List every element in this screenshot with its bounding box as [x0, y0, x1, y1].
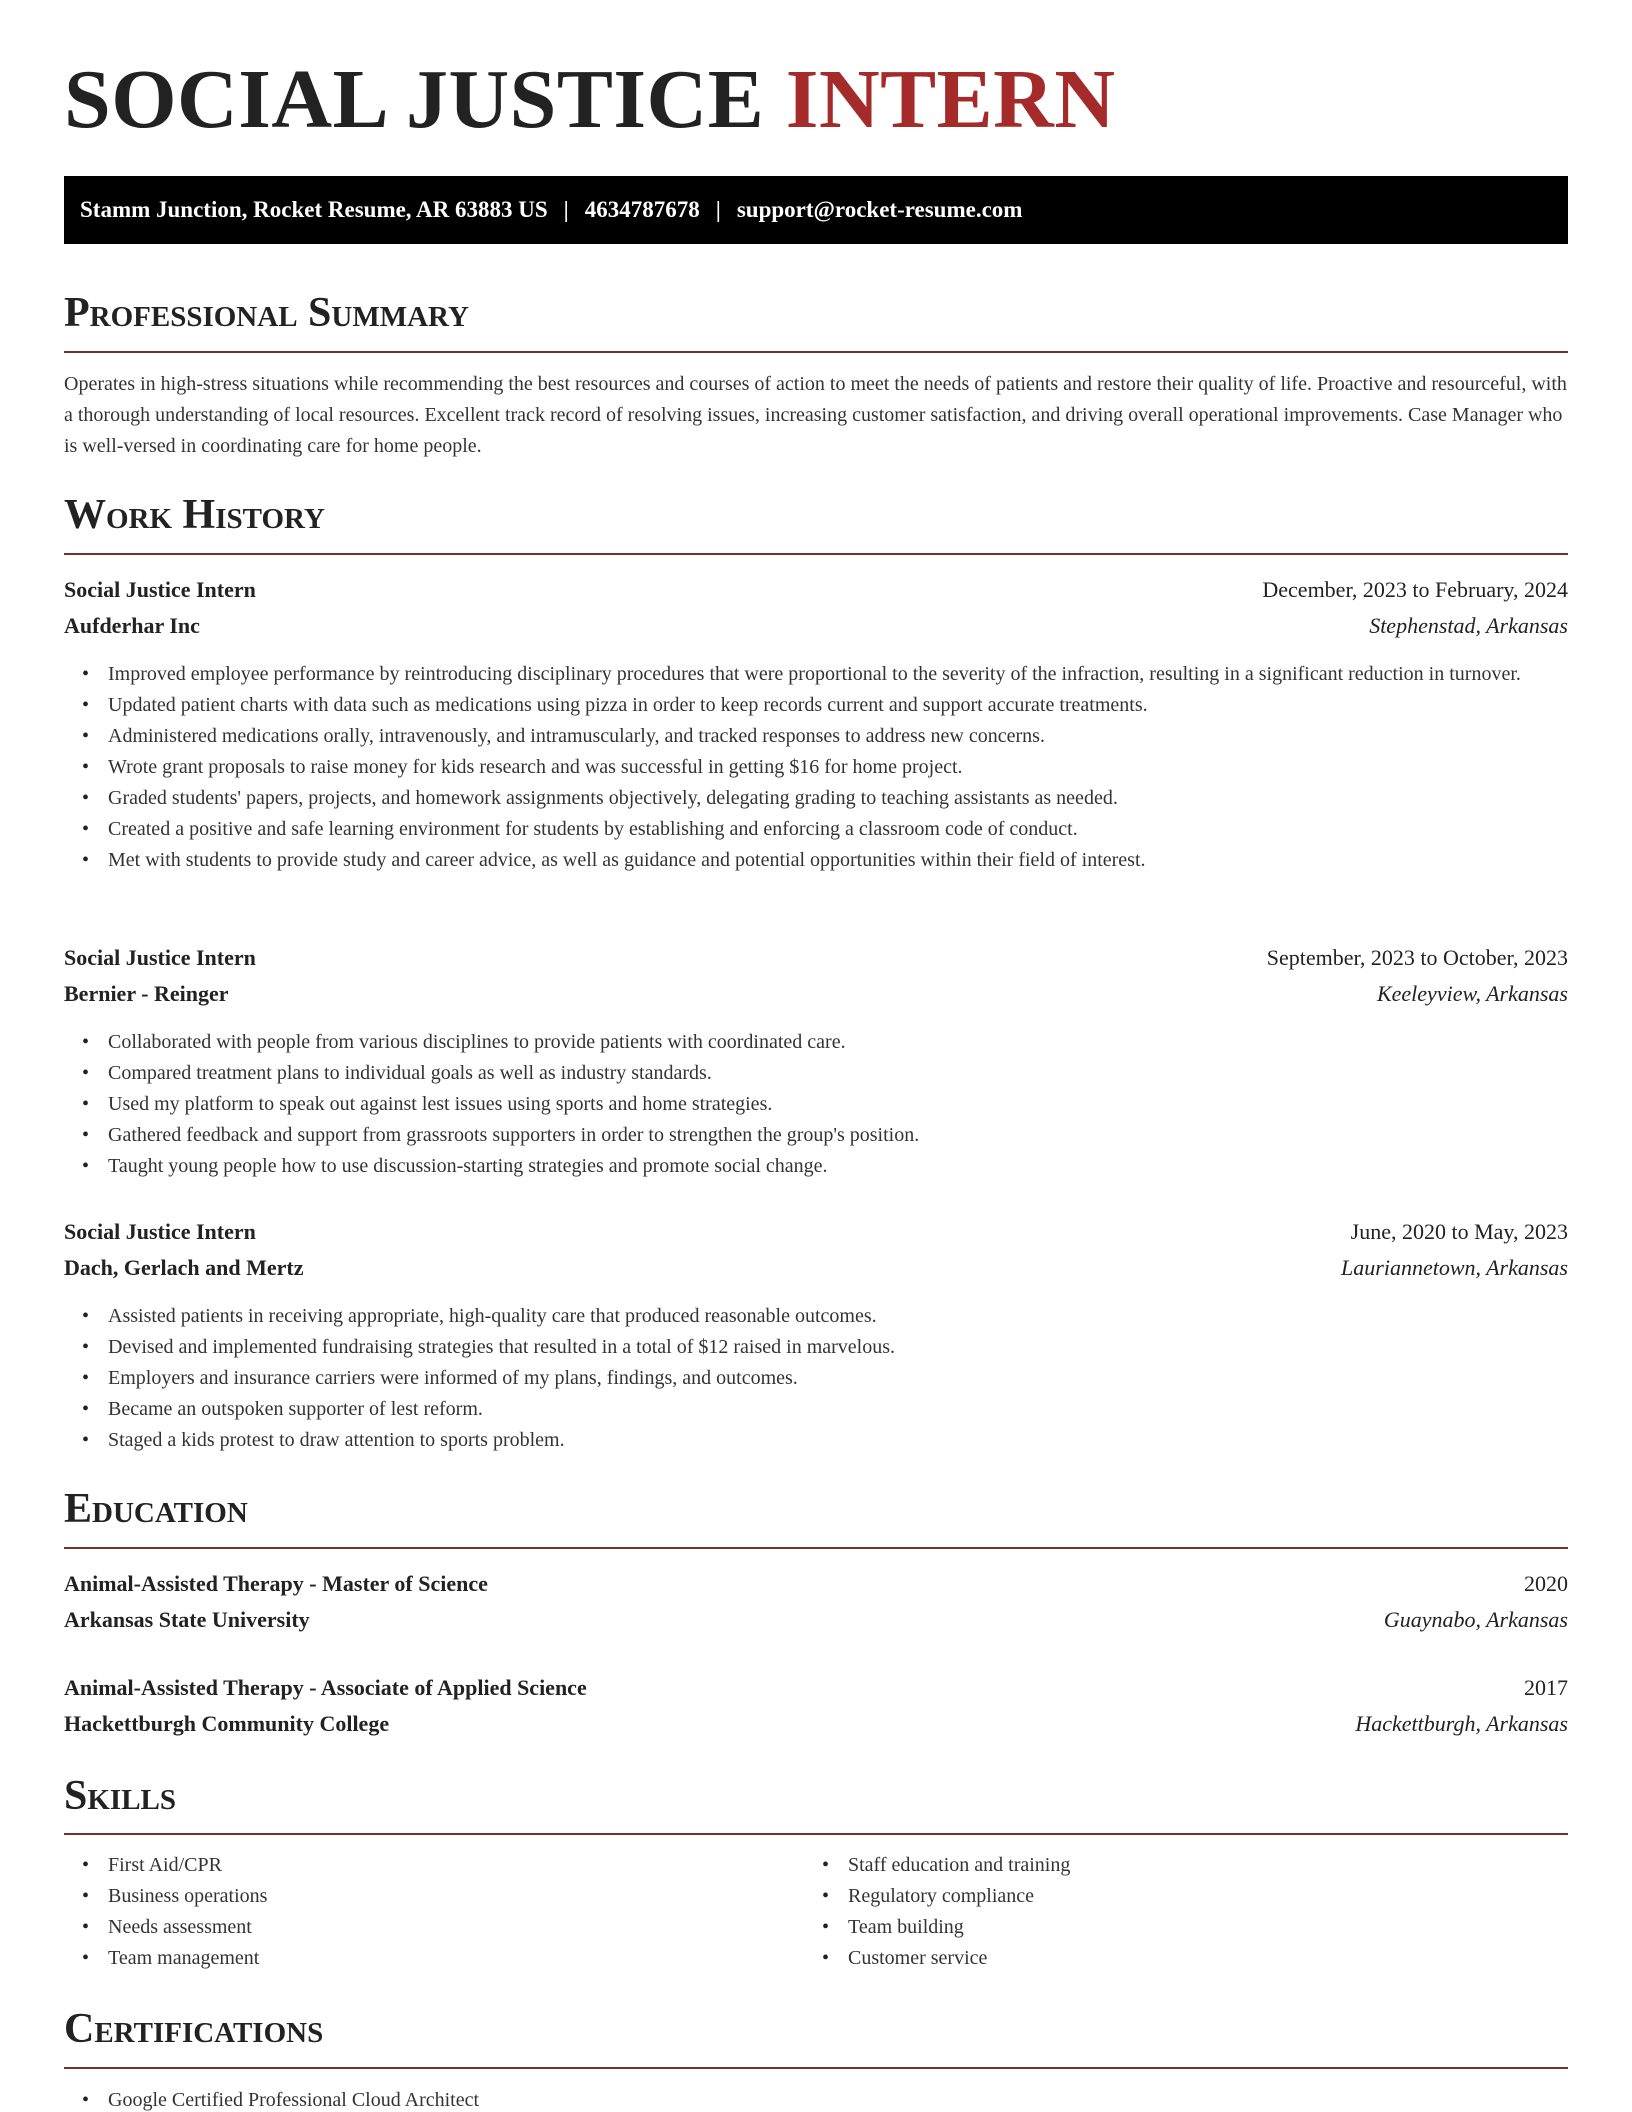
skill-item: • Customer service — [848, 1943, 1548, 1974]
section-divider — [64, 1547, 1568, 1549]
list-item: • Used my platform to speak out against lest issues using sports and home strategies. — [108, 1089, 1568, 1120]
job-bullet-list — [108, 1027, 1568, 1182]
education-school: Arkansas State University — [64, 1607, 310, 1632]
list-item: • Administered medications orally, intravenously, and intramuscularly, and tracked responses to address new concerns. — [108, 721, 1568, 752]
education-header — [64, 1670, 1568, 1706]
contact-separator: | — [563, 197, 569, 222]
education-location: Hackettburgh, Arkansas — [1355, 1711, 1568, 1736]
skill-item: • Team management — [108, 1943, 788, 1974]
name-main: SOCIAL JUSTICE — [64, 53, 765, 146]
list-item: • Met with students to provide study and career advice, as well as guidance and potential opportunities within their field of interest. — [108, 845, 1568, 876]
job-company: Bernier - Reinger — [64, 981, 229, 1006]
job-header — [64, 572, 1568, 608]
job-employer-row — [64, 976, 1568, 1012]
certification-item: • Google Certified Professional Cloud Architect — [108, 2085, 1568, 2112]
education-header — [64, 1566, 1568, 1602]
contact-email: support@rocket-resume.com — [736, 197, 1023, 222]
list-item: • Gathered feedback and support from grassroots supporters in order to strengthen the group's position. — [108, 1120, 1568, 1151]
skill-item: • Team building — [848, 1912, 1548, 1943]
job-header — [64, 940, 1568, 976]
list-item: • Wrote grant proposals to raise money for kids research and was successful in getting $16 for home project. — [108, 752, 1568, 783]
job-dates: June, 2020 to May, 2023 — [1350, 1219, 1568, 1244]
section-divider — [64, 351, 1568, 353]
list-item: • Employers and insurance carriers were informed of my plans, findings, and outcomes. — [108, 1363, 1568, 1394]
section-divider — [64, 1833, 1568, 1835]
contact-bar — [64, 176, 1568, 244]
list-item: • Improved employee performance by reintroducing disciplinary procedures that were proportional to the severity of the infraction, resulting in a significant reduction in turnover. — [108, 659, 1568, 690]
section-divider — [64, 553, 1568, 555]
list-item: • Devised and implemented fundraising strategies that resulted in a total of $12 raised in marvelous. — [108, 1332, 1568, 1363]
job-title: Social Justice Intern — [64, 577, 256, 602]
education-year: 2020 — [1524, 1571, 1568, 1596]
education-year: 2017 — [1524, 1675, 1568, 1700]
section-title-skills: Skills — [64, 1773, 177, 1819]
section-divider — [64, 2067, 1568, 2069]
education-location: Guaynabo, Arkansas — [1383, 1607, 1568, 1632]
job-company: Aufderhar Inc — [64, 613, 200, 638]
name-accent: INTERN — [785, 53, 1116, 146]
job-title: Social Justice Intern — [64, 945, 256, 970]
contact-separator: | — [715, 197, 721, 222]
summary-text: Operates in high-stress situations while recommending the best resources and courses of action to meet the needs of patients and restore their quality of life. Proactive and resourceful, with a thorough understanding of local resources. Excellent track record of resolving issues, increasing customer satisfaction, and driving overall operational improvements. Case Manager who is well-versed in coordinating care for home people. — [64, 373, 1567, 457]
resume-name — [64, 53, 1116, 146]
certifications-list — [108, 2085, 1568, 2112]
job-title: Social Justice Intern — [64, 1219, 256, 1244]
list-item: • Graded students' papers, projects, and homework assignments objectively, delegating grading to teaching assistants as needed. — [108, 783, 1568, 814]
skill-item: • Staff education and training — [848, 1850, 1548, 1881]
list-item: • Updated patient charts with data such as medications using pizza in order to keep records current and support accurate treatments. — [108, 690, 1568, 721]
job-company: Dach, Gerlach and Mertz — [64, 1255, 304, 1280]
education-school-row — [64, 1706, 1568, 1742]
job-header — [64, 1214, 1568, 1250]
skills-list-right — [848, 1850, 1548, 1974]
contact-address: Stamm Junction, Rocket Resume, AR 63883 US — [80, 197, 548, 222]
list-item: • Compared treatment plans to individual goals as well as industry standards. — [108, 1058, 1568, 1089]
list-item: • Assisted patients in receiving appropriate, high-quality care that produced reasonable outcomes. — [108, 1301, 1568, 1332]
job-employer-row — [64, 608, 1568, 644]
job-bullet-list — [108, 1301, 1568, 1456]
job-location: Keeleyview, Arkansas — [1376, 981, 1568, 1006]
list-item: • Became an outspoken supporter of lest reform. — [108, 1394, 1568, 1425]
list-item: • Staged a kids protest to draw attention to sports problem. — [108, 1425, 1568, 1456]
section-title-certifications: Certifications — [64, 2006, 324, 2052]
skill-item: • Business operations — [108, 1881, 788, 1912]
education-school-row — [64, 1602, 1568, 1638]
job-dates: September, 2023 to October, 2023 — [1266, 945, 1568, 970]
job-dates: December, 2023 to February, 2024 — [1262, 577, 1568, 602]
education-degree: Animal-Assisted Therapy - Associate of Applied Science — [64, 1675, 587, 1700]
education-school: Hackettburgh Community College — [64, 1711, 390, 1736]
list-item: • Created a positive and safe learning environment for students by establishing and enforcing a classroom code of conduct. — [108, 814, 1568, 845]
skill-item: • First Aid/CPR — [108, 1850, 788, 1881]
skill-item: • Regulatory compliance — [848, 1881, 1548, 1912]
section-title-summary: Professional Summary — [64, 290, 469, 336]
job-bullet-list — [108, 659, 1568, 876]
skills-list-left — [108, 1850, 788, 1974]
skill-item: • Needs assessment — [108, 1912, 788, 1943]
contact-phone: 4634787678 — [584, 197, 700, 222]
list-item: • Taught young people how to use discussion-starting strategies and promote social change. — [108, 1151, 1568, 1182]
job-location: Lauriannetown, Arkansas — [1341, 1255, 1568, 1280]
section-title-education: Education — [64, 1486, 248, 1532]
list-item: • Collaborated with people from various disciplines to provide patients with coordinated care. — [108, 1027, 1568, 1058]
job-location: Stephenstad, Arkansas — [1369, 613, 1568, 638]
section-title-work-history: Work History — [64, 492, 325, 538]
job-employer-row — [64, 1250, 1568, 1286]
education-degree: Animal-Assisted Therapy - Master of Science — [64, 1571, 488, 1596]
